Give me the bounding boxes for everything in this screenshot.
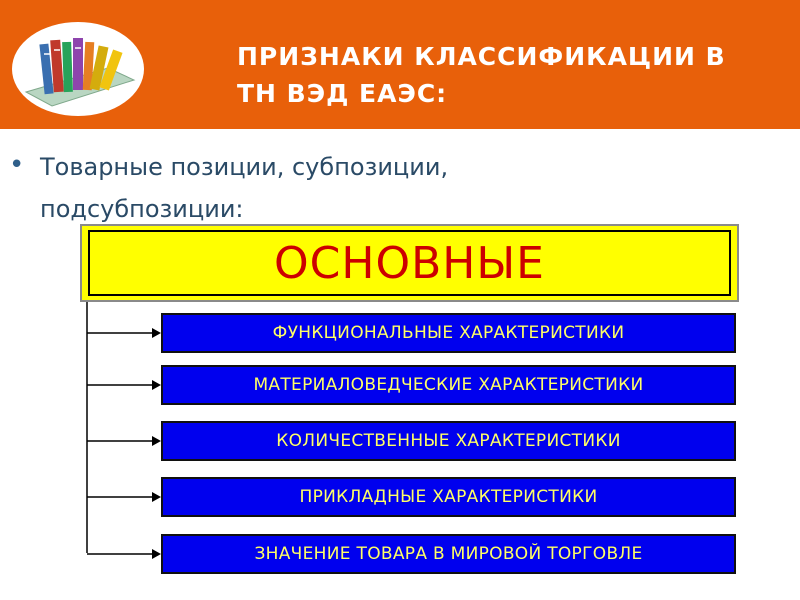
characteristic-box [161, 365, 736, 405]
bullet-dot: • [9, 150, 25, 180]
characteristic-box [161, 421, 736, 461]
main-category-label: ОСНОВНЫЕ [274, 237, 545, 289]
main-category-inner [88, 230, 731, 296]
arrow-head-icon [152, 380, 161, 390]
arrow-head-icon [152, 492, 161, 502]
characteristic-label: МАТЕРИАЛОВЕДЧЕСКИЕ ХАРАКТЕРИСТИКИ [253, 375, 644, 395]
arrow-head-icon [152, 549, 161, 559]
characteristic-label: КОЛИЧЕСТВЕННЫЕ ХАРАКТЕРИСТИКИ [276, 431, 621, 451]
characteristic-box [161, 477, 736, 517]
main-category-box [80, 224, 739, 302]
arrow-head-icon [152, 328, 161, 338]
characteristic-box [161, 534, 736, 574]
title-line-1: ПРИЗНАКИ КЛАССИФИКАЦИИ В [237, 42, 726, 71]
characteristic-label: ПРИКЛАДНЫЕ ХАРАКТЕРИСТИКИ [299, 487, 598, 507]
arrow-head-icon [152, 436, 161, 446]
bullet-line-1: Товарные позиции, субпозиции, [40, 153, 449, 181]
characteristic-box [161, 313, 736, 353]
title-line-2: ТН ВЭД ЕАЭС: [237, 79, 448, 108]
characteristic-label: ЗНАЧЕНИЕ ТОВАРА В МИРОВОЙ ТОРГОВЛЕ [254, 544, 643, 564]
bullet-line-2: подсубпозиции: [40, 195, 244, 223]
characteristic-label: ФУНКЦИОНАЛЬНЫЕ ХАРАКТЕРИСТИКИ [272, 323, 625, 343]
